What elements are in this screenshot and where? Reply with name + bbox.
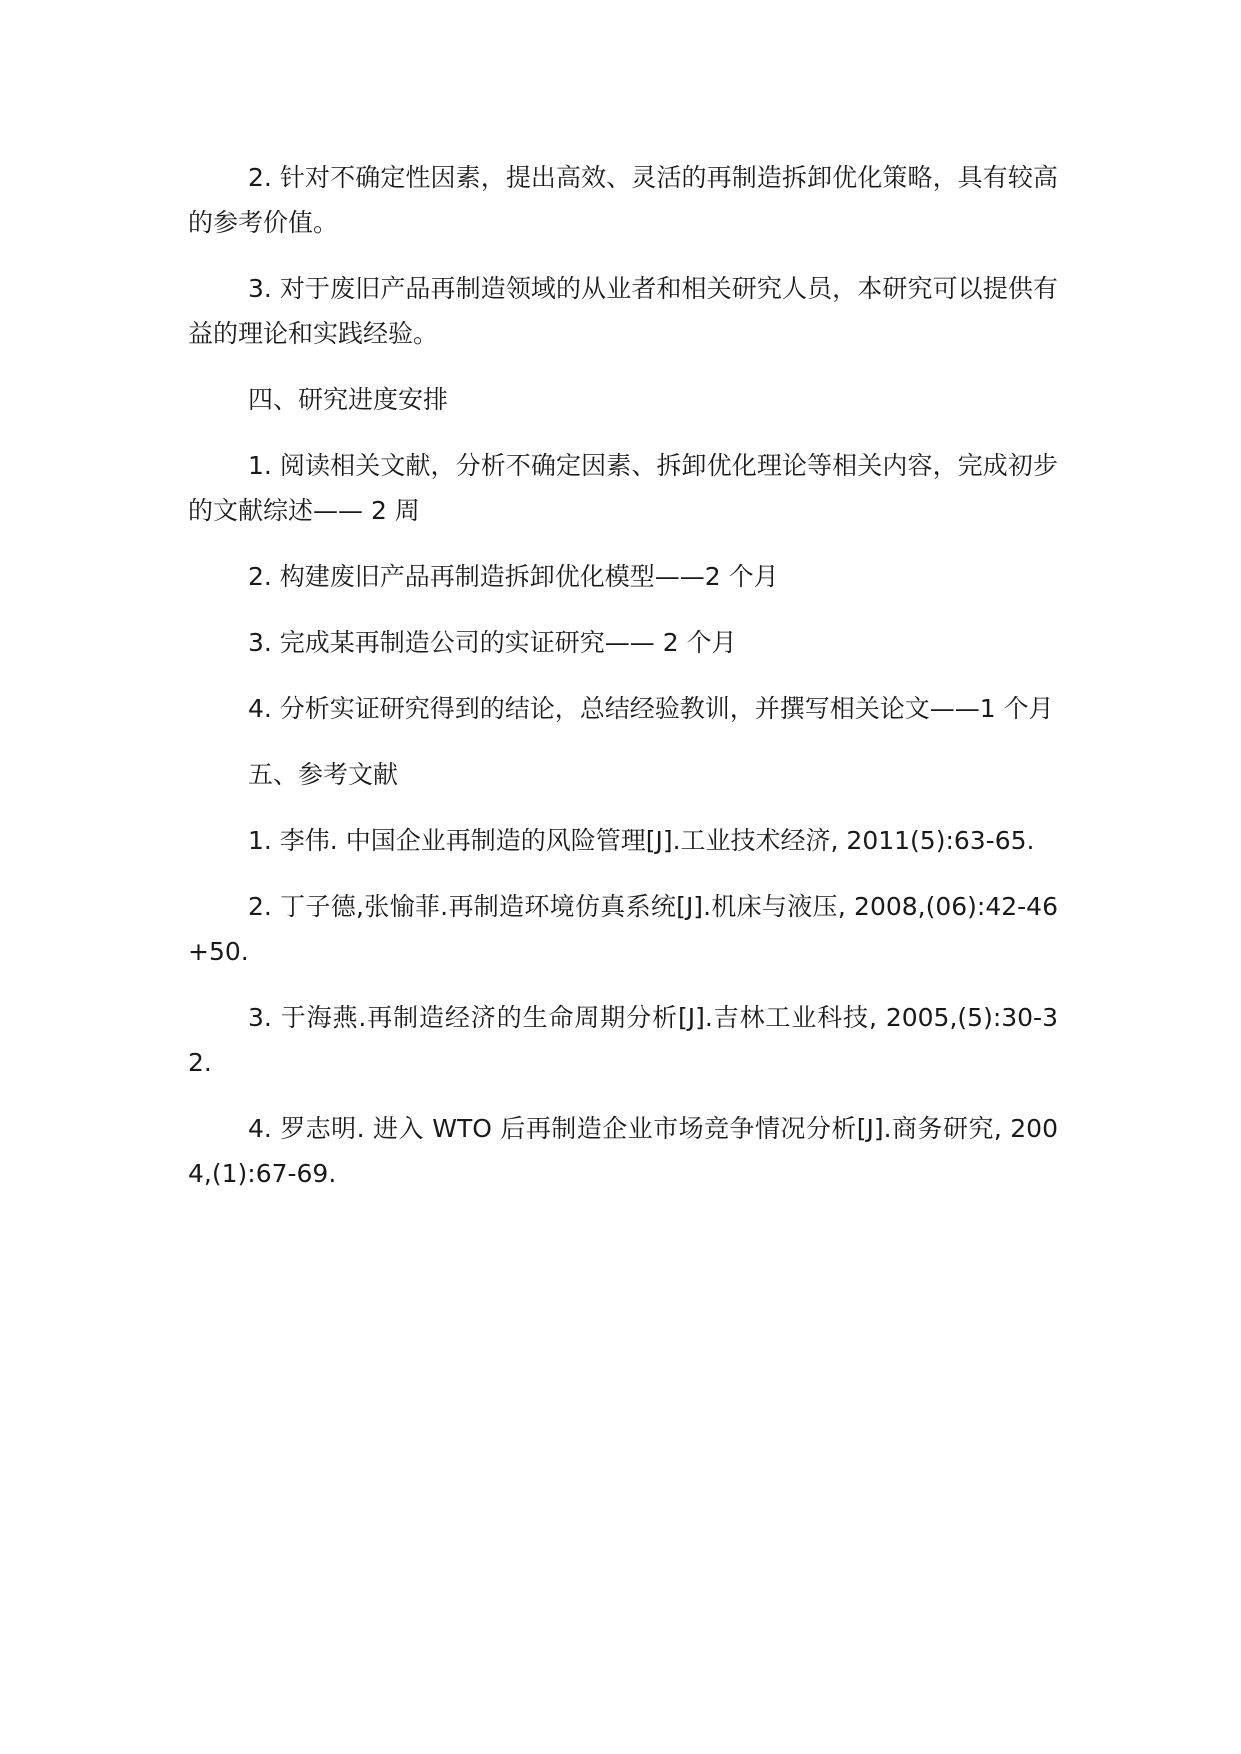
reference-item: 2. 丁子德,张愉菲.再制造环境仿真系统[J].机床与液压, 2008,(06):42-46+50. (188, 892, 1058, 966)
schedule-item: 1. 阅读相关文献，分析不确定因素、拆卸优化理论等相关内容，完成初步的文献综述—— 2 周 (188, 451, 1058, 525)
document-page (188, 155, 1058, 1217)
paragraph: 3. 对于废旧产品再制造领域的从业者和相关研究人员，本研究可以提供有益的理论和实践经验。 (188, 274, 1058, 348)
paragraph: 2. 针对不确定性因素，提出高效、灵活的再制造拆卸优化策略，具有较高的参考价值。 (188, 163, 1058, 237)
schedule-item: 2. 构建废旧产品再制造拆卸优化模型——2 个月 (248, 562, 779, 591)
section-heading: 五、参考文献 (248, 760, 399, 789)
schedule-item: 4. 分析实证研究得到的结论，总结经验教训，并撰写相关论文——1 个月 (248, 694, 1054, 723)
reference-item: 3. 于海燕.再制造经济的生命周期分析[J].吉林工业科技, 2005,(5):30-32. (188, 1003, 1058, 1077)
reference-item: 1. 李伟. 中国企业再制造的风险管理[J].工业技术经济, 2011(5):63-65. (248, 826, 1035, 855)
section-heading: 四、研究进度安排 (248, 385, 449, 414)
schedule-item: 3. 完成某再制造公司的实证研究—— 2 个月 (248, 628, 737, 657)
reference-item: 4. 罗志明. 进入 WTO 后再制造企业市场竞争情况分析[J].商务研究, 2004,(1):67-69. (188, 1114, 1058, 1188)
